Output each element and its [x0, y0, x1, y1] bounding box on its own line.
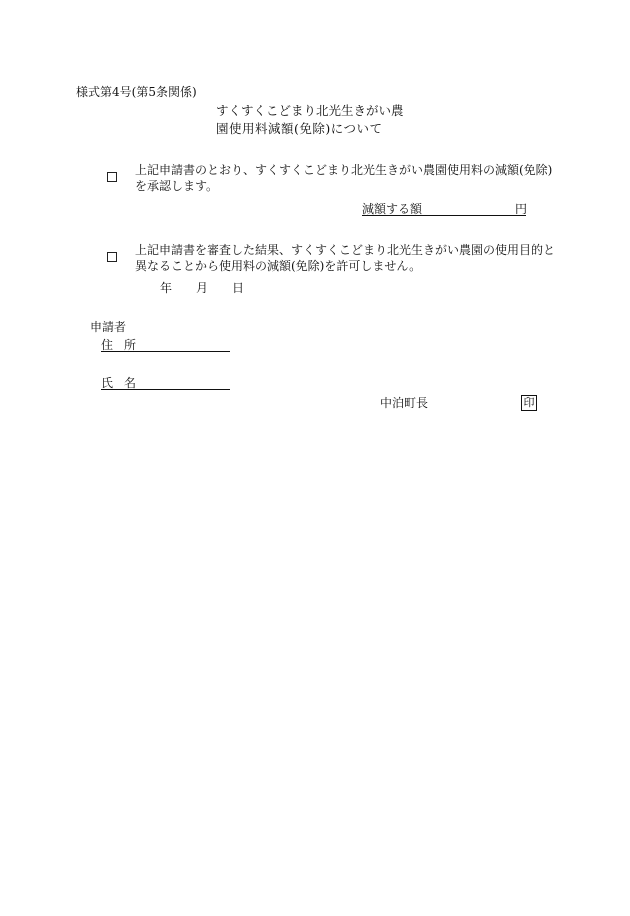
document-title-line1: すくすくこどまり北光生きがい農: [216, 103, 404, 118]
address-label-2: 所: [124, 338, 137, 352]
form-number: 様式第4号(第5条関係): [76, 85, 197, 99]
name-label-1: 氏: [101, 376, 114, 390]
seal-mark: 印: [521, 395, 537, 411]
date-day: 日: [232, 281, 245, 295]
reduction-amount-unit: 円: [515, 202, 528, 216]
address-label-1: 住: [101, 338, 114, 352]
applicant-heading: 申請者: [90, 320, 127, 334]
issuer-title: 中泊町長: [380, 396, 429, 410]
date-month: 月: [196, 281, 209, 295]
reduction-amount-underline: [362, 215, 526, 216]
rejection-text-line2: 異なることから使用料の減額(免除)を許可しません。: [135, 259, 422, 273]
reduction-amount-label: 減額する額: [362, 202, 423, 216]
rejection-text-line1: 上記申請書を審査した結果、すくすくこどまり北光生きがい農園の使用目的と: [135, 243, 556, 257]
approval-text-line2: を承認します。: [135, 179, 219, 193]
address-line: [101, 351, 230, 352]
name-label-2: 名: [124, 376, 137, 390]
document-title-line2: 園使用料減額(免除)について: [216, 121, 383, 136]
rejection-checkbox[interactable]: [107, 252, 117, 262]
approval-checkbox[interactable]: [107, 172, 117, 182]
approval-text-line1: 上記申請書のとおり、すくすくこどまり北光生きがい農園使用料の減額(免除): [135, 163, 553, 177]
date-year: 年: [160, 281, 173, 295]
name-line: [101, 389, 230, 390]
